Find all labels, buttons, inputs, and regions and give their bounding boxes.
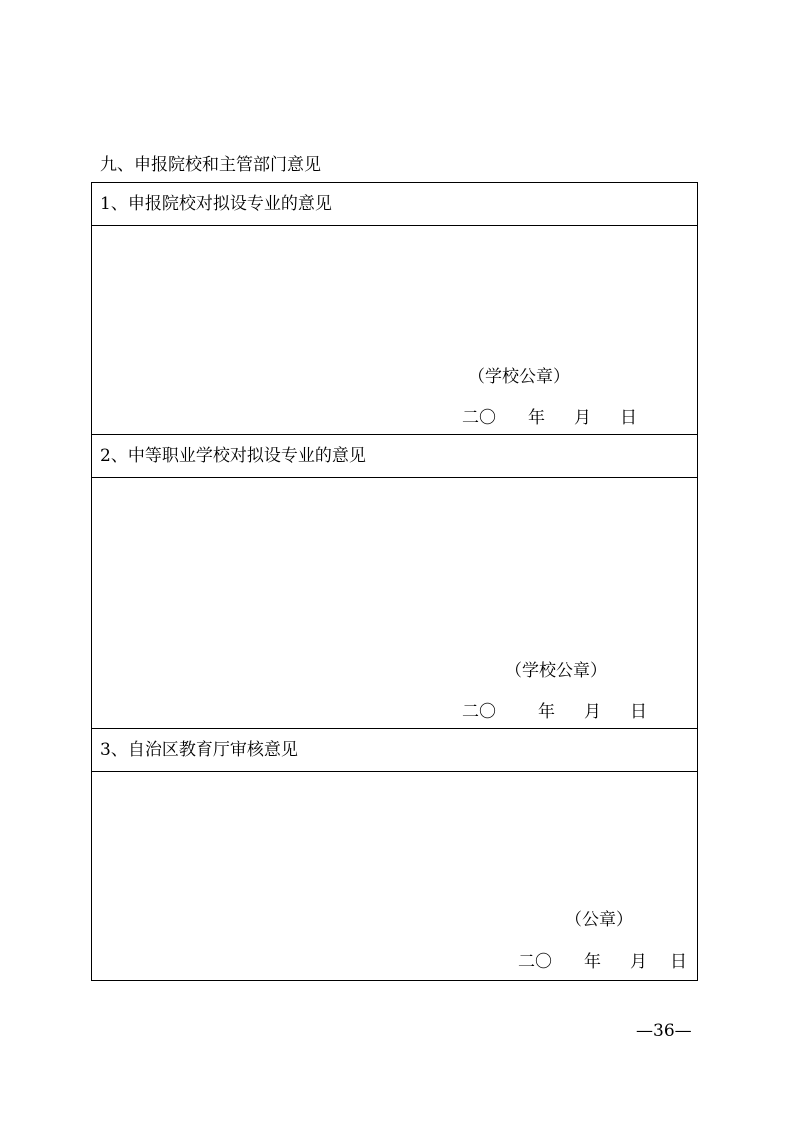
opinion-form-table (91, 182, 698, 981)
date-month-label: 月 (630, 952, 647, 972)
date-year-label: 年 (538, 702, 555, 722)
date-month-label: 月 (584, 702, 601, 722)
date-year-prefix: 二〇 (462, 702, 496, 722)
page-number: —36— (636, 1021, 692, 1041)
section-1-header: 1、申报院校对拟设专业的意见 (92, 183, 697, 226)
date-year-prefix: 二〇 (462, 408, 496, 428)
section-3-seal-label: （公章） (565, 910, 633, 930)
section-1-seal-label: （学校公章） (468, 367, 570, 387)
date-year-prefix: 二〇 (518, 952, 552, 972)
date-day-label: 日 (670, 952, 687, 972)
date-day-label: 日 (620, 408, 637, 428)
date-month-label: 月 (574, 408, 591, 428)
section-3-header: 3、自治区教育厅审核意见 (92, 729, 697, 772)
section-title: 九、申报院校和主管部门意见 (100, 155, 321, 175)
date-year-label: 年 (584, 952, 601, 972)
section-2-seal-label: （学校公章） (505, 661, 607, 681)
section-1-opinion-area[interactable] (92, 226, 697, 435)
section-3-opinion-area[interactable] (92, 772, 697, 979)
date-year-label: 年 (528, 408, 545, 428)
date-day-label: 日 (630, 702, 647, 722)
section-2-opinion-area[interactable] (92, 478, 697, 729)
section-2-header: 2、中等职业学校对拟设专业的意见 (92, 435, 697, 478)
